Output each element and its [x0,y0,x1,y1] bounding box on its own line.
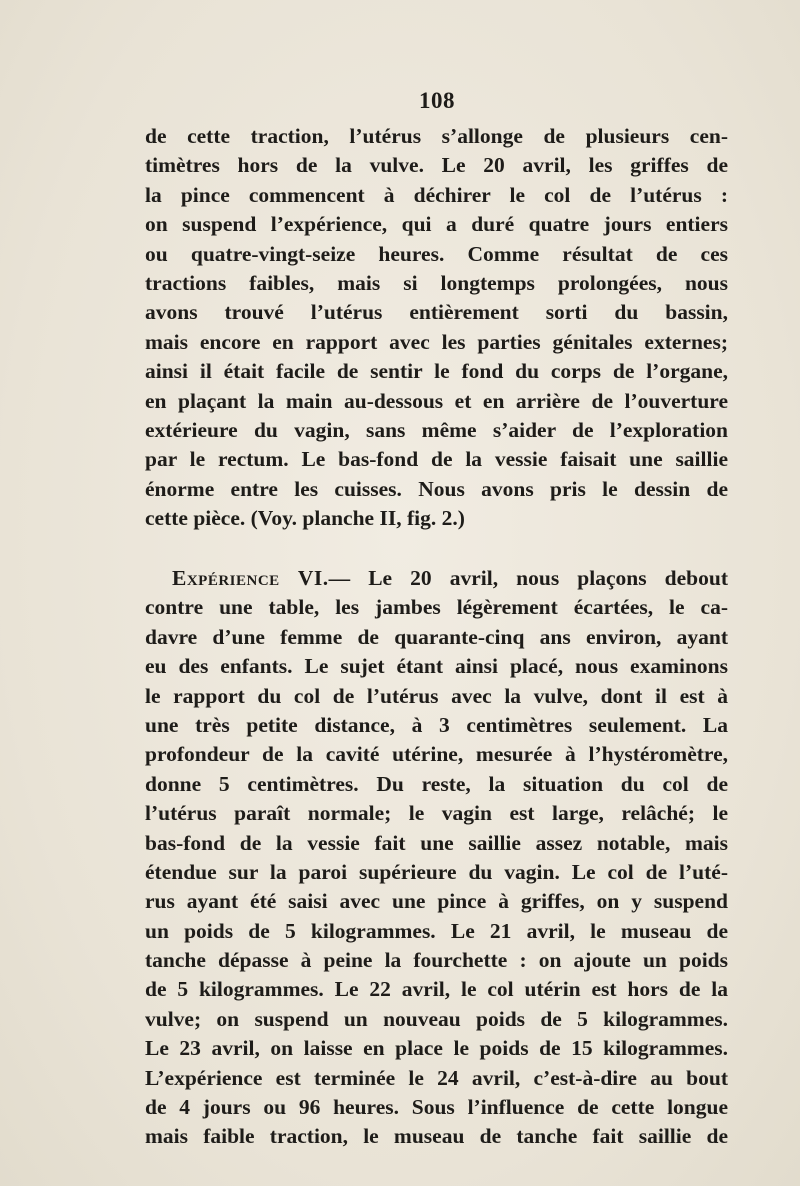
text-line [145,623,728,652]
line-text: de 5 kilogrammes. Le 22 avril, le col utérin est hors de la [145,977,728,1002]
line-text: — Le 20 avril, nous plaçons debout [328,566,728,590]
line-text: une très petite distance, à 3 centimètres seulement. La [145,712,728,737]
text-line [145,652,728,681]
line-text: par le rectum. Le bas-fond de la vessie faisait une saillie [145,447,728,472]
text-line [145,946,728,975]
line-text: la pince commencent à déchirer le col de l’utérus : [145,182,728,207]
paragraph-1 [145,122,728,533]
line-text: un poids de 5 kilogrammes. Le 21 avril, le museau de [145,918,728,943]
line-text: le rapport du col de l’utérus avec la vulve, dont il est à [145,683,728,708]
text-line [145,151,728,180]
text-line [145,298,728,327]
line-text: on suspend l’expérience, qui a duré quatre jours entiers [145,212,728,237]
line-text: extérieure du vagin, sans même s’aider de l’exploration [145,417,728,442]
line-text: ou quatre-vingt-seize heures. Comme résultat de ces [145,241,728,266]
text-line [145,858,728,887]
line-text: contre une table, les jambes légèrement écartées, le ca- [145,595,728,620]
line-text: cette pièce. (Voy. planche II, fig. 2.) [145,506,465,531]
text-line [145,269,728,298]
text-line [145,770,728,799]
line-text: de cette traction, l’utérus s’allonge de plusieurs cen- [145,124,728,148]
line-text: timètres hors de la vulve. Le 20 avril, les griffes de [145,153,728,178]
line-text: énorme entre les cuisses. Nous avons pris le dessin de [145,476,728,501]
line-text: bas-fond de la vessie fait une saillie assez notable, mais [145,830,728,855]
text-line [145,1005,728,1034]
line-text: l’utérus paraît normale; le vagin est large, relâché; le [145,801,728,826]
text-line [145,799,728,828]
text-line [145,475,728,504]
text-line [145,593,728,622]
text-line [145,1064,728,1093]
text-line [145,210,728,239]
text-line [145,1034,728,1063]
line-text: en plaçant la main au-dessous et en arrière de l’ouverture [145,388,728,413]
text-line [145,240,728,269]
text-line [145,682,728,711]
line-text: profondeur de la cavité utérine, mesurée à l’hystéromètre, [145,742,728,767]
paragraph-2 [145,564,728,1152]
text-line [145,181,728,210]
text-line [145,564,728,593]
text-line [145,711,728,740]
line-text: Le 23 avril, on laisse en place le poids de 15 kilogrammes. [145,1036,728,1061]
line-text: rus ayant été saisi avec une pince à griffes, on y suspend [145,889,728,914]
line-text: eu des enfants. Le sujet étant ainsi placé, nous examinons [145,654,728,679]
text-line [145,357,728,386]
line-text: mais faible traction, le museau de tanche fait saillie de [145,1124,728,1149]
line-text: ainsi il était facile de sentir le fond du corps de l’organe, [145,359,728,384]
text-line [145,122,728,151]
experiment-heading: Expérience VI. [172,566,329,590]
text-line [145,887,728,916]
line-text: tanche dépasse à peine la fourchette : on ajoute un poids [145,948,728,973]
line-text: tractions faibles, mais si longtemps prolongées, nous [145,270,728,295]
page-number: 108 [419,88,455,113]
text-line [145,975,728,1004]
text-line [145,829,728,858]
text-line [145,917,728,946]
text-line [145,328,728,357]
text-line [145,445,728,474]
text-line [145,504,728,533]
line-text: davre d’une femme de quarante-cinq ans environ, ayant [145,624,728,649]
text-line [145,1093,728,1122]
text-line [145,740,728,769]
text-line [145,416,728,445]
line-text: vulve; on suspend un nouveau poids de 5 kilogrammes. [145,1006,728,1031]
line-text: avons trouvé l’utérus entièrement sorti du bassin, [145,300,728,325]
line-text: mais encore en rapport avec les parties génitales externes; [145,329,728,354]
text-line [145,387,728,416]
line-text: étendue sur la paroi supérieure du vagin. Le col de l’uté- [145,859,728,884]
line-text: L’expérience est terminée le 24 avril, c’est-à-dire au bout [145,1065,728,1090]
line-text: donne 5 centimètres. Du reste, la situation du col de [145,771,728,796]
line-text: de 4 jours ou 96 heures. Sous l’influence de cette longue [145,1095,728,1120]
text-line [145,1122,728,1151]
